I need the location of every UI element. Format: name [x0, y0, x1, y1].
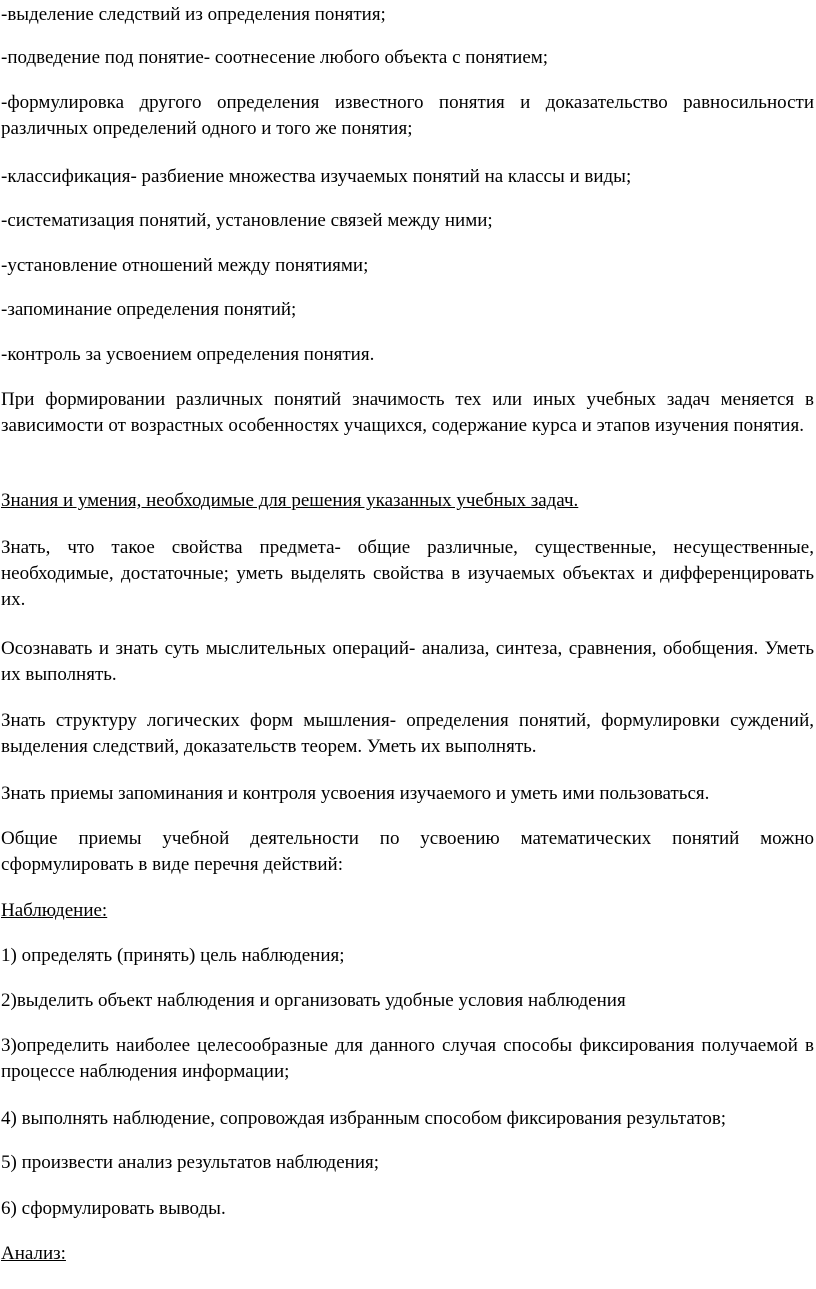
- paragraph-4-text: -классификация- разбиение множества изучаемых понятий на классы и виды;: [1, 166, 632, 187]
- paragraph-14-text: Знать приемы запоминания и контроля усвоения изучаемого и уметь ими пользоваться.: [1, 783, 710, 804]
- paragraph-13-text: Знать структуру логических форм мышления- определения понятий, формулировки суждений, выделения следствий, доказательств теорем. Уметь их выполнять.: [1, 710, 814, 757]
- section-heading-observation: [1, 898, 814, 924]
- paragraph-15-text: Общие приемы учебной деятельности по усвоению математических понятий можно сформулировать в виде перечня действий:: [1, 828, 814, 875]
- paragraph-2: [1, 45, 814, 71]
- paragraph-7-text: -запоминание определения понятий;: [1, 299, 297, 320]
- list-item-observation-3: [1, 1033, 814, 1085]
- list-item-observation-5-text: 5) произвести анализ результатов наблюдения;: [1, 1152, 380, 1173]
- paragraph-6-text: -установление отношений между понятиями;: [1, 255, 369, 276]
- list-item-observation-6: [1, 1196, 814, 1222]
- paragraph-11-text: Знать, что такое свойства предмета- общие различные, существенные, несущественные, необходимые, достаточные; уметь выделять свойства в изучаемых объектах и дифференцировать их.: [1, 537, 814, 610]
- section-heading-analysis: [1, 1241, 814, 1267]
- paragraph-7: [1, 297, 814, 323]
- paragraph-5-text: -систематизация понятий, установление связей между ними;: [1, 210, 493, 231]
- section-heading-observation-text: Наблюдение:: [1, 900, 108, 921]
- list-item-observation-4: [1, 1106, 814, 1132]
- paragraph-6: [1, 253, 814, 279]
- paragraph-3-text: -формулировка другого определения известного понятия и доказательство равносильности различных определений одного и того же понятия;: [1, 92, 814, 139]
- list-item-observation-2-text: 2)выделить объект наблюдения и организовать удобные условия наблюдения: [1, 990, 626, 1011]
- section-heading-knowledge: [1, 488, 814, 514]
- paragraph-11: [1, 535, 814, 613]
- paragraph-12-text: Осознавать и знать суть мыслительных операций- анализа, синтеза, сравнения, обобщения. Уметь их выполнять.: [1, 638, 814, 685]
- paragraph-1: [1, 2, 814, 28]
- list-item-observation-2: [1, 988, 814, 1014]
- list-item-observation-3-text: 3)определить наиболее целесообразные для данного случая способы фиксирования получаемой в процессе наблюдения информации;: [1, 1035, 814, 1082]
- list-item-observation-5: [1, 1150, 814, 1176]
- list-item-observation-6-text: 6) сформулировать выводы.: [1, 1198, 226, 1219]
- paragraph-3: [1, 90, 814, 142]
- paragraph-12: [1, 636, 814, 688]
- section-heading-knowledge-text: Знания и умения, необходимые для решения указанных учебных задач.: [1, 490, 579, 511]
- paragraph-13: [1, 708, 814, 760]
- paragraph-14: [1, 781, 814, 807]
- paragraph-8: [1, 342, 814, 368]
- paragraph-15: [1, 826, 814, 878]
- paragraph-2-text: -подведение под понятие- соотнесение любого объекта с понятием;: [1, 47, 549, 68]
- paragraph-4: [1, 164, 814, 190]
- paragraph-9: [1, 387, 814, 439]
- paragraph-8-text: -контроль за усвоением определения понятия.: [1, 344, 375, 365]
- list-item-observation-1: [1, 943, 814, 969]
- paragraph-5: [1, 208, 814, 234]
- list-item-observation-1-text: 1) определять (принять) цель наблюдения;: [1, 945, 345, 966]
- list-item-observation-4-text: 4) выполнять наблюдение, сопровождая избранным способом фиксирования результатов;: [1, 1108, 727, 1129]
- paragraph-9-text: При формировании различных понятий значимость тех или иных учебных задач меняется в зависимости от возрастных особенностях учащихся, содержание курса и этапов изучения понятия.: [1, 389, 814, 436]
- section-heading-analysis-text: Анализ:: [1, 1243, 66, 1264]
- paragraph-1-text: -выделение следствий из определения понятия;: [1, 4, 386, 25]
